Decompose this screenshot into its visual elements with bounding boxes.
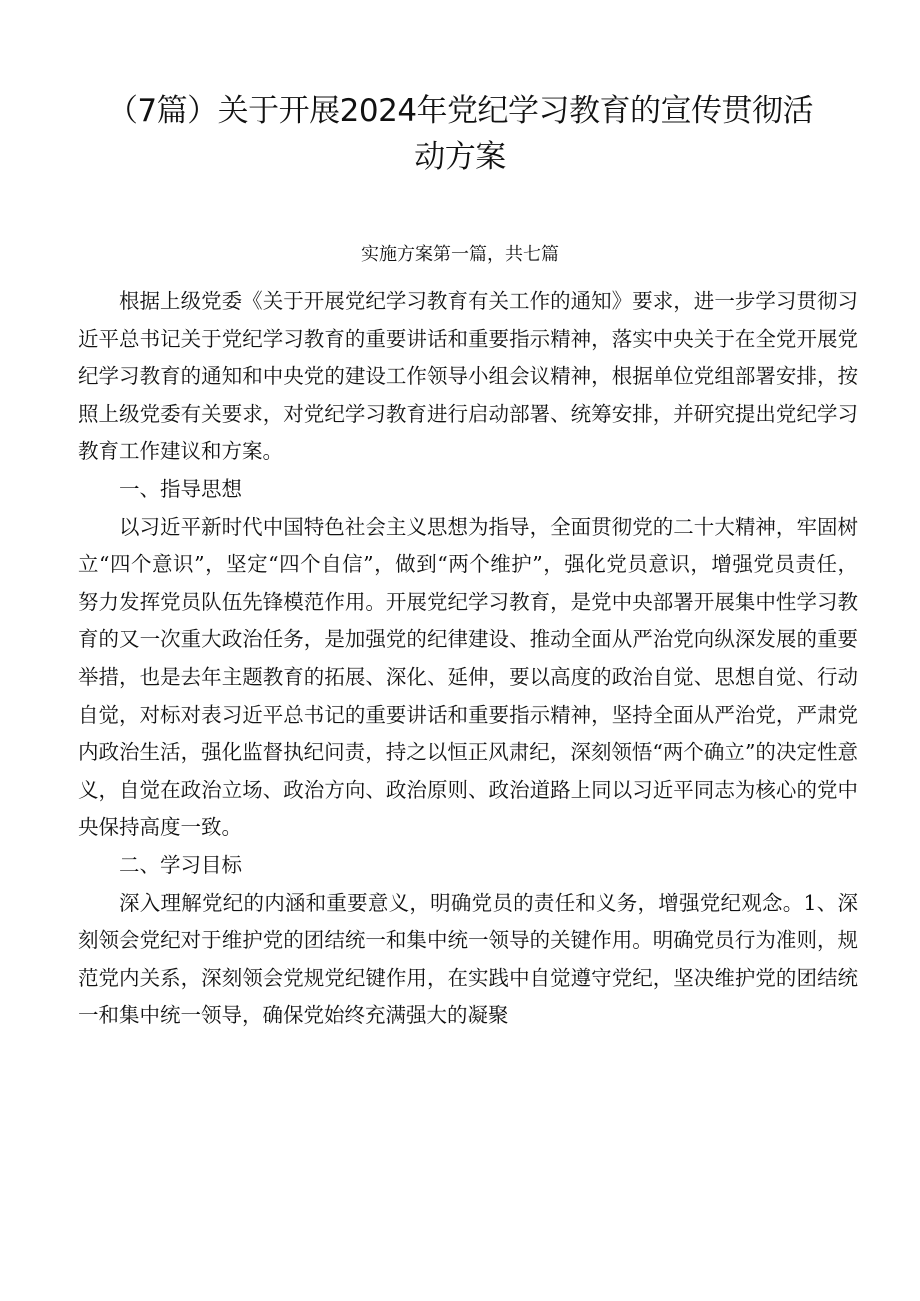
section-heading-learning-goals: 二、学习目标 bbox=[119, 852, 242, 877]
learning-goals-paragraph: 深入理解党纪的内涵和重要意义，明确党员的责任和义务，增强党纪观念。1、深刻领会党纪对于维护党的团结统一和集中统一领导的关键作用。明确党员行为准则，规范党内关系，深刻领会党规党纪键作用，在实践中自觉遵守党纪，坚决维护党的团结统一和集中统一领导，确保党始终充满强大的凝聚 bbox=[78, 890, 858, 1028]
document-body bbox=[78, 283, 858, 1035]
document-subtitle: 实施方案第一篇，共七篇 bbox=[361, 244, 559, 265]
section-heading-guiding-thought: 一、指导思想 bbox=[119, 476, 242, 501]
title-line-2: 动方案 bbox=[414, 139, 506, 175]
document-title bbox=[60, 88, 860, 180]
title-line-1: （7篇）关于开展2024年党纪学习教育的宣传贯彻活 bbox=[106, 93, 814, 129]
intro-paragraph: 根据上级党委《关于开展党纪学习教育有关工作的通知》要求，进一步学习贯彻习近平总书记关于党纪学习教育的重要讲话和重要指示精神，落实中央关于在全党开展党纪学习教育的通知和中央党的建设工作领导小组会议精神，根据单位党组部署安排，按照上级党委有关要求，对党纪学习教育进行启动部署、统筹安排，并研究提出党纪学习教育工作建议和方案。 bbox=[78, 289, 858, 464]
guiding-thought-paragraph: 以习近平新时代中国特色社会主义思想为指导，全面贯彻党的二十大精神，牢固树立“四个意识”，坚定“四个自信”，做到“两个维护”，强化党员意识，增强党员责任，努力发挥党员队伍先锋模范作用。开展党纪学习教育，是党中央部署开展集中性学习教育的又一次重大政治任务，是加强党的纪律建设、推动全面从严治党向纵深发展的重要举措，也是去年主题教育的拓展、深化、延伸，要以高度的政治自觉、思想自觉、行动自觉，对标对表习近平总书记的重要讲话和重要指示精神，坚持全面从严治党，严肃党内政治生活，强化监督执纪问责，持之以恒正风肃纪，深刻领悟“两个确立”的决定性意义，自觉在政治立场、政治方向、政治原则、政治道路上同以习近平同志为核心的党中央保持高度一致。 bbox=[78, 514, 858, 840]
